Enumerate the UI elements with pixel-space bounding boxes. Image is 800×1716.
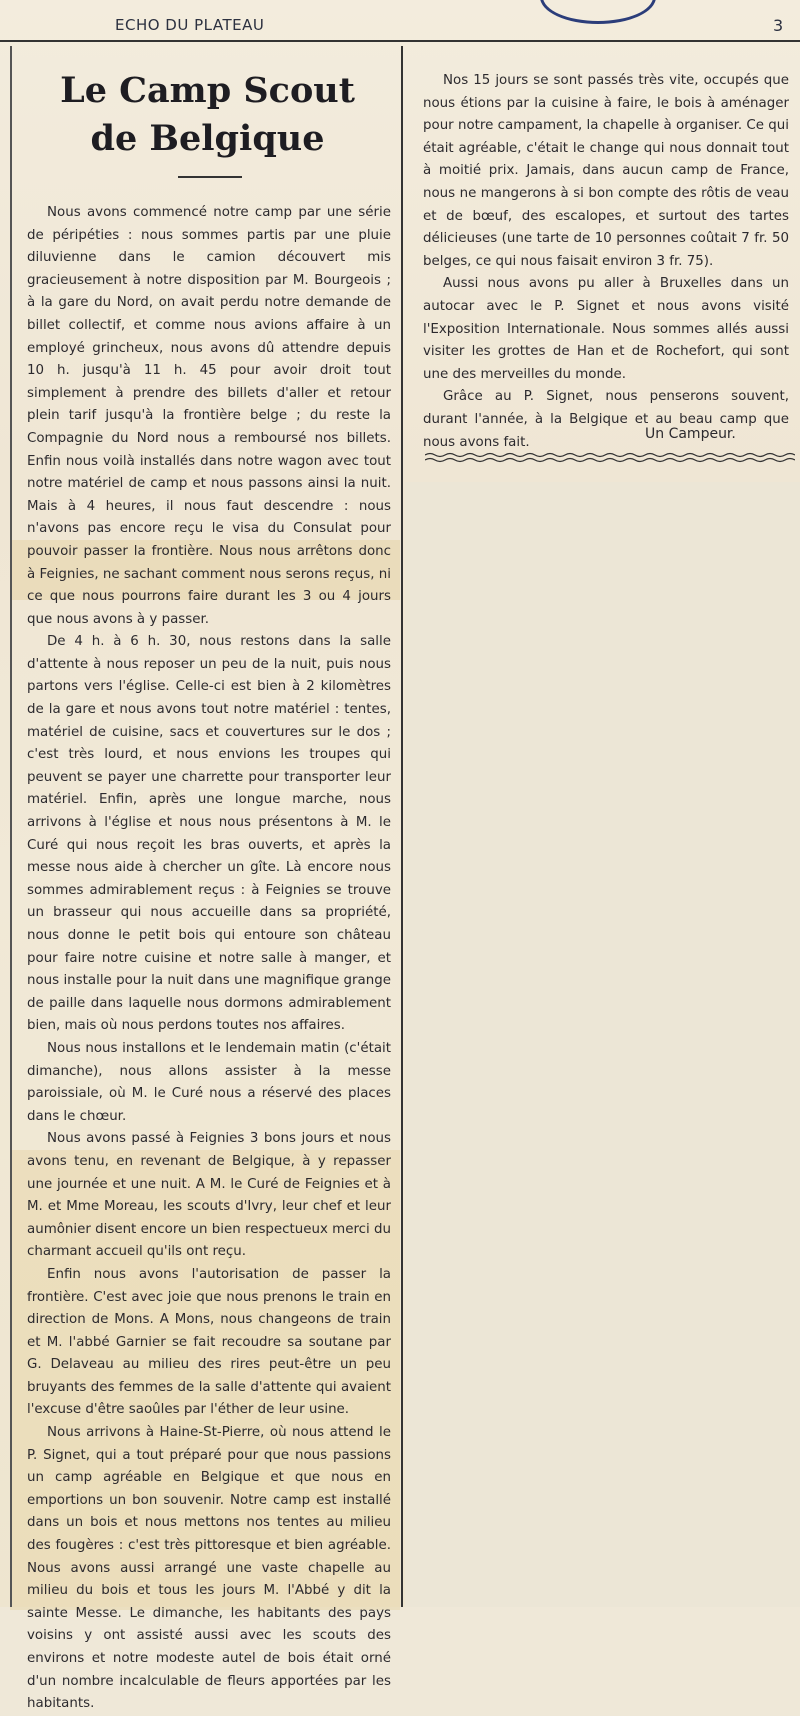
paragraph: Enfin nous avons l'autorisation de passer la frontière. C'est avec joie que nous prenons le train en direction de Mons. A Mons, nous changeons de train et M. l'abbé Garnier se fait recoudre sa soutane par G. Delaveau au milieu des rires peut-être un peu bruyants des femmes de la salle d'attente qui avaient l'excuse d'être saoûles par l'éther de leur usine. [27,1266,391,1418]
page-number: 3 [773,16,784,35]
left-border-rule [10,46,12,1607]
paragraph: Grâce au P. Signet, nous penserons souvent, durant l'année, à la Belgique et au beau camp que nous avons fait. [423,389,789,450]
paragraph: Aussi nous avons pu aller à Bruxelles dans un autocar avec le P. Signet et nous avons visité l'Exposition Internationale. Nous sommes allés aussi visiter les grottes de Han et de Rochefort, qui sont une des merveilles du monde. [423,276,789,382]
publication-name: ECHO DU PLATEAU [115,16,265,34]
library-stamp [540,0,656,24]
article-title-line2: de Belgique [90,118,325,159]
page-header [0,0,800,42]
paragraph: Nous avons commencé notre camp par une série de péripéties : nous sommes partis par une pluie diluvienne dans le camion découvert mis gracieusement à notre disposition par M. Bourgeois ; à la gare du Nord, on avait perdu notre demande de billet collectif, et comme nous avions affaire à un employé grincheux, nous avons dû attendre depuis 10 h. jusqu'à 11 h. 45 pour avoir droit tout simplement à prendre des billets d'aller et retour plein tarif jusqu'à la frontière belge ; du reste la Compagnie du Nord nous a remboursé nos billets. Enfin nous voilà installés dans notre wagon avec tout notre matériel de camp et nous passons ainsi la nuit. Mais à 4 heures, il nous faut descendre : nous n'avons pas encore reçu le visa du Consulat pour pouvoir passer la frontière. Nous nous arrêtons donc à Feignies, ne sachant comment nous serons reçus, ni ce que nous pourrons faire durant les 3 ou 4 jours que nous avons à y passer. [27,205,391,627]
article-column-left [27,202,391,1716]
article-title-line1: Le Camp Scout [60,70,355,111]
wavy-end-rule [425,452,795,464]
header-rule [0,40,800,42]
article-column-right [423,70,789,454]
title-rule [178,176,242,178]
paragraph: De 4 h. à 6 h. 30, nous restons dans la salle d'attente à nous reposer un peu de la nuit, puis nous partons vers l'église. Celle-ci est bien à 2 kilomètres de la gare et nous avons tout notre matériel : tentes, matériel de cuisine, sacs et couvertures sur le dos ; c'est très lourd, et nous envions les troupes qui peuvent se payer une charrette pour transporter leur matériel. Enfin, après une longue marche, nous arrivons à l'église et nous nous présentons à M. le Curé qui nous reçoit les bras ouverts, et après la messe nous aide à chercher un gîte. Là encore nous sommes admirablement reçus : à Feignies se trouve un brasseur qui nous accueille dans sa propriété, nous donne le petit bois qui entoure son château pour faire notre cuisine et notre salle à manger, et nous installe pour la nuit dans une magnifique grange de paille dans laquelle nous dormons admirablement bien, mais où nous perdons toutes nos affaires. [27,634,391,1034]
author-signature: Un Campeur. [645,426,736,442]
paragraph: Nous nous installons et le lendemain matin (c'était dimanche), nous allons assister à la messe paroissiale, où M. le Curé nous a réservé des places dans le chœur. [27,1040,391,1124]
paragraph: Nos 15 jours se sont passés très vite, occupés que nous étions par la cuisine à faire, le bois à aménager pour notre campament, la chapelle à organiser. Ce qui était agréable, c'était le change qui nous donnait tout à moitié prix. Jamais, dans aucun camp de France, nous ne mangerons à si bon compte des rôtis de veau et de bœuf, des escalopes, et surtout des tartes délicieuses (une tarte de 10 personnes coûtait 7 fr. 50 belges, ce qui nous faisait environ 3 fr. 75). [423,73,789,269]
paragraph: Nous arrivons à Haine-St-Pierre, où nous attend le P. Signet, qui a tout préparé pour que nous passions un camp agréable en Belgique et que nous en emportions un bon souvenir. Notre camp est installé dans un bois et nous mettons nos tentes au milieu des fougères : c'est très pittoresque et bien agréable. Nous avons aussi arrangé une vaste chapelle au milieu du bois et tous les jours M. l'Abbé y dit la sainte Messe. Le dimanche, les habitants des pays voisins y ont assisté aussi avec les scouts des environs et notre modeste autel de bois était orné d'un nombre incalculable de fleurs apportées par les habitants. [27,1425,391,1712]
column-divider [401,46,403,1607]
blank-paper-area [405,482,800,1607]
paragraph: Nous avons passé à Feignies 3 bons jours et nous avons tenu, en revenant de Belgique, à y repasser une journée et une nuit. A M. le Curé de Feignies et à M. et Mme Moreau, les scouts d'Ivry, leur chef et leur aumônier disent encore un bien respectueux merci du charmant accueil qu'ils ont reçu. [27,1131,391,1260]
